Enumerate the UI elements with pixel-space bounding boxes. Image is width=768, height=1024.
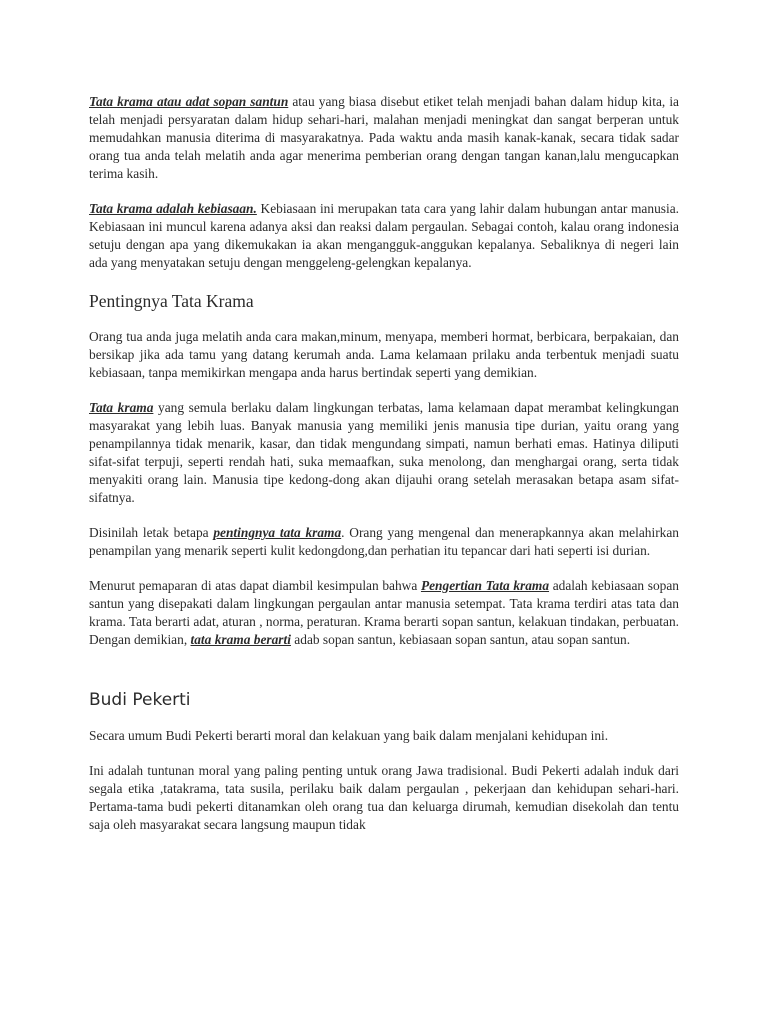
- section-heading-budi-pekerti: Budi Pekerti: [89, 690, 191, 710]
- paragraph-text: yang semula berlaku dalam lingkungan terbatas, lama kelamaan dapat merambat kelingkungan masyarakat yang lebih luas. Banyak manusia yang memiliki jenis manusia tipe durian, yaitu orang yang penampilannya tidak menarik, kasar, dan tidak mengundang simpati, namun berhati emas. Hatinya diliputi sifat-sifat terpuji, seperti rendah hati, suka memaafkan, suka menolong, dan menghargai orang, serta tidak menyakiti orang lain. Manusia tipe kedong-dong akan dijauhi orang setelah merasakan betapa asam sifat-sifatnya.: [89, 400, 679, 505]
- paragraph-text: Menurut pemaparan di atas dapat diambil kesimpulan bahwa: [89, 578, 421, 593]
- paragraph-text: . Orang yang mengenal dan menerapkannya akan melahirkan penampilan yang menarik seperti kulit kedongdong,dan perhatian itu tepancar dari hati seperti isi durian.: [89, 525, 679, 558]
- paragraph-budi-pekerti-umum: Secara umum Budi Pekerti berarti moral dan kelakuan yang baik dalam menjalani kehidupan ini.: [89, 728, 609, 743]
- document-page: [89, 93, 679, 834]
- paragraph-orang-tua: Orang tua anda juga melatih anda cara makan,minum, menyapa, memberi hormat, berbicara, berpakaian, dan bersikap jika ada tamu yang datang kerumah anda. Lama kelamaan prilaku anda terbentuk menjadi suatu kebiasaan, tanpa memikirkan mengapa anda harus bertindak seperti yang demikian.: [89, 329, 679, 380]
- emphasis-term: Pengertian Tata krama: [420, 578, 550, 593]
- emphasis-term: pentingnya tata krama: [213, 525, 342, 540]
- emphasis-term: tata krama berarti: [190, 632, 291, 647]
- paragraph-text: adab sopan santun, kebiasaan sopan santun, atau sopan santun.: [290, 632, 631, 647]
- paragraph-text: adalah kebiasaan sopan santun yang disepakati dalam lingkungan pergaulan antar manusia setempat. Tata krama terdiri atas tata dan krama. Tata berarti adat, aturan , norma, peraturan. Krama berarti sopan santun, kelakuan tindakan, perbuatan. Dengan demikian,: [89, 578, 679, 647]
- paragraph-text: atau yang biasa disebut etiket telah menjadi bahan dalam hidup kita, ia telah menjadi persyaratan dalam hidup sehari-hari, malahan menjadi meningkat dan sangat berperan untuk memudahkan manusia diterima di masyarakatnya. Pada waktu anda masih kanak-kanak, secara tidak sadar orang tua anda telah melatih anda agar menerima pemberian orang dengan tangan kanan,lalu mengucapkan terima kasih.: [89, 94, 679, 181]
- emphasis-term: Tata krama atau adat sopan santun: [89, 94, 289, 109]
- paragraph-disinilah: [89, 524, 679, 560]
- paragraph-tata-krama-intro: [89, 93, 679, 183]
- paragraph-tata-krama-kebiasaan: [89, 200, 679, 272]
- paragraph-tata-krama-durian: [89, 399, 679, 507]
- section-heading-pentingnya: Pentingnya Tata Krama: [89, 291, 254, 311]
- paragraph-text: Disinilah letak betapa: [89, 525, 214, 540]
- paragraph-kesimpulan: [89, 577, 679, 649]
- paragraph-budi-pekerti-tuntunan: Ini adalah tuntunan moral yang paling penting untuk orang Jawa tradisional. Budi Pekerti adalah induk dari segala etika ,tatakrama, tata susila, perilaku baik dalam pergaulan , pekerjaan dan kehidupan sehari-hari. Pertama-tama budi pekerti ditanamkan oleh orang tua dan keluarga dirumah, kemudian disekolah dan tentu saja oleh masyarakat secara langsung maupun tidak: [89, 763, 679, 832]
- emphasis-term: Tata krama adalah kebiasaan.: [89, 201, 257, 216]
- paragraph-text: Kebiasaan ini merupakan tata cara yang lahir dalam hubungan antar manusia. Kebiasaan ini muncul karena adanya aksi dan reaksi dalam pergaulan. Sebagai contoh, kalau orang indonesia setuju dengan apa yang dikemukakan ia akan mengangguk-anggukan kepalanya. Sebaliknya di negeri lain ada yang menyatakan setuju dengan menggeleng-gelengkan kepalanya.: [89, 201, 679, 270]
- emphasis-term: Tata krama: [89, 400, 154, 415]
